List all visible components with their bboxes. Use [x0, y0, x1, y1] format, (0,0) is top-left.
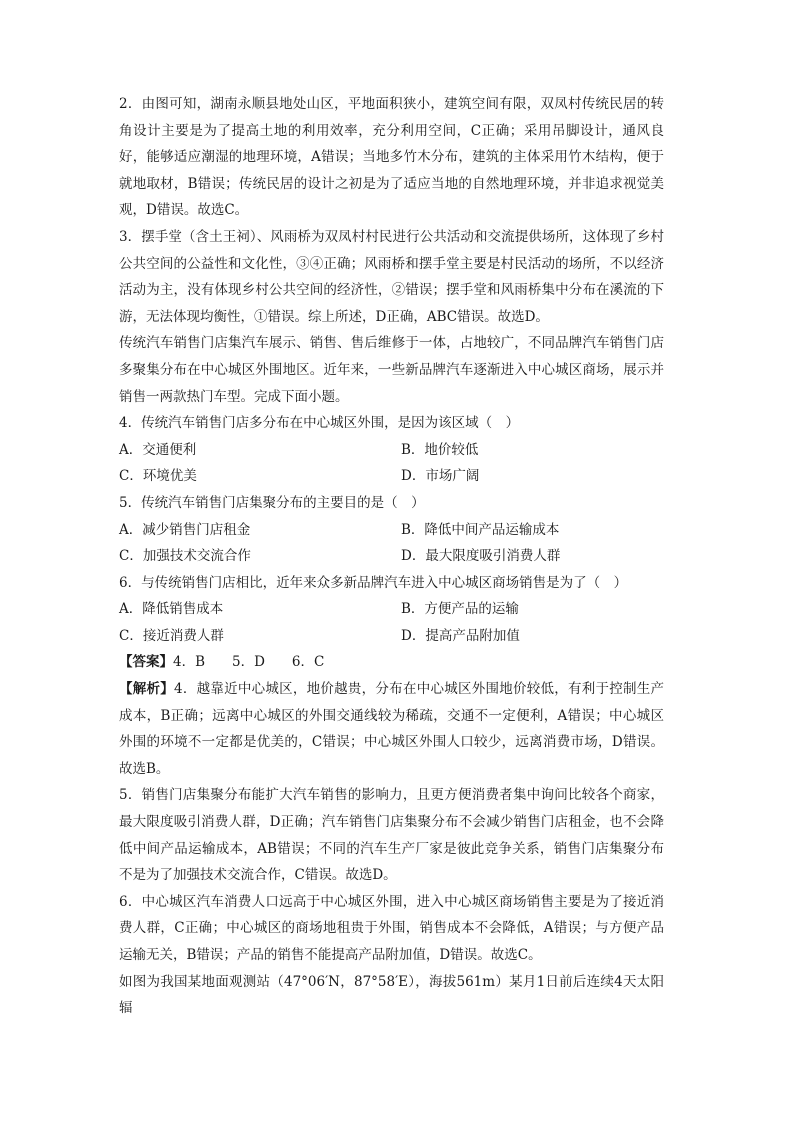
analysis-label: 【解析】	[119, 681, 175, 698]
question-4-stem: 4．传统汽车销售门店多分布在中心城区外围，是因为该区域（ ）	[119, 415, 520, 432]
question-4-option-c: C．环境优美	[119, 468, 197, 485]
question-6-options-row-2	[119, 623, 664, 650]
analysis-q4	[119, 676, 664, 782]
answer-line	[119, 649, 664, 676]
paragraph-q3-analysis: 3．摆手堂（含土王祠）、风雨桥为双凤村村民进行公共活动和交流提供场所，这体现了乡村公共空间的公益性和文化性，③④正确；风雨桥和摆手堂主要是村民活动的场所，不以经济活动为主，没有体现乡村公共空间的经济性，②错误；摆手堂和风雨桥集中分布在溪流的下游，无法体现均衡性，①错误。综上所述，D正确，ABC错误。故选D。	[119, 228, 664, 325]
question-5-option-a: A．减少销售门店租金	[119, 521, 251, 538]
question-6-option-a: A．降低销售成本	[119, 601, 224, 618]
question-5-stem: 5．传统汽车销售门店集聚分布的主要目的是（ ）	[119, 494, 425, 511]
next-material-intro: 如图为我国某地面观测站（47°06′N，87°58′E），海拔561m）某月1日前后连续4天太阳辐	[119, 973, 664, 1017]
question-6-options-row-1	[119, 596, 664, 623]
question-4-options-row-1	[119, 437, 664, 464]
paragraph-material: 传统汽车销售门店集汽车展示、销售、售后维修于一体，占地较广，不同品牌汽车销售门店多聚集分布在中心城区外围地区。近年来，一些新品牌汽车逐渐进入中心城区商场，展示并销售一两款热门车型。完成下面小题。	[119, 335, 664, 405]
question-4-option-d: D．市场广阔	[401, 468, 480, 485]
document-page	[119, 91, 664, 1022]
question-5-options-row-2	[119, 543, 664, 570]
question-6-option-c: C．接近消费人群	[119, 627, 224, 644]
analysis-q5: 5．销售门店集聚分布能扩大汽车销售的影响力，且更方便消费者集中询问比较各个商家，最大限度吸引消费人群，D正确；汽车销售门店集聚分布不会减少销售门店租金，也不会降低中间产品运输成本，AB错误；不同的汽车生产厂家是彼此竞争关系，销售门店集聚分布不是为了加强技术交流合作，C错误。故选D。	[119, 787, 664, 884]
question-6-stem: 6．与传统销售门店相比，近年来众多新品牌汽车进入中心城区商场销售是为了（ ）	[119, 574, 628, 591]
analysis-q4-text: 4．越靠近中心城区，地价越贵，分布在中心城区外围地价较低，有利于控制生产成本，B正确；远离中心城区的外围交通线较为稀疏，交通不一定便利，A错误；中心城区外围的环境不一定都是优美的，C错误；中心城区外围人口较少，远离消费市场，D错误。故选B。	[119, 681, 665, 777]
analysis-q6: 6．中心城区汽车消费人口远高于中心城区外围，进入中心城区商场销售主要是为了接近消费人群，C正确；中心城区的商场地租贵于外围，销售成本不会降低，A错误；与方便产品运输无关，B错误；产品的销售不能提高产品附加值，D错误。故选C。	[119, 893, 664, 963]
answer-text: 4．B 5．D 6．C	[173, 654, 325, 671]
question-4-option-b: B．地价较低	[401, 441, 479, 458]
question-5-option-d: D．最大限度吸引消费人群	[401, 548, 561, 565]
answer-label: 【答案】	[119, 654, 173, 671]
question-5-options-row-1	[119, 517, 664, 544]
question-4-option-a: A．交通便利	[119, 441, 197, 458]
question-5-option-c: C．加强技术交流合作	[119, 548, 251, 565]
question-6-option-b: B．方便产品的运输	[401, 601, 519, 618]
question-4-options-row-2	[119, 463, 664, 490]
question-5-option-b: B．降低中间产品运输成本	[401, 521, 560, 538]
paragraph-q2-analysis: 2．由图可知，湖南永顺县地处山区，平地面积狭小，建筑空间有限，双凤村传统民居的转角设计主要是为了提高土地的利用效率，充分利用空间，C正确；采用吊脚设计，通风良好，能够适应潮湿的地理环境，A错误；当地多竹木分布，建筑的主体采用竹木结构，便于就地取材，B错误；传统民居的设计之初是为了适应当地的自然地理环境，并非追求视觉美观，D错误。故选C。	[119, 96, 664, 219]
question-6-option-d: D．提高产品附加值	[401, 627, 520, 644]
